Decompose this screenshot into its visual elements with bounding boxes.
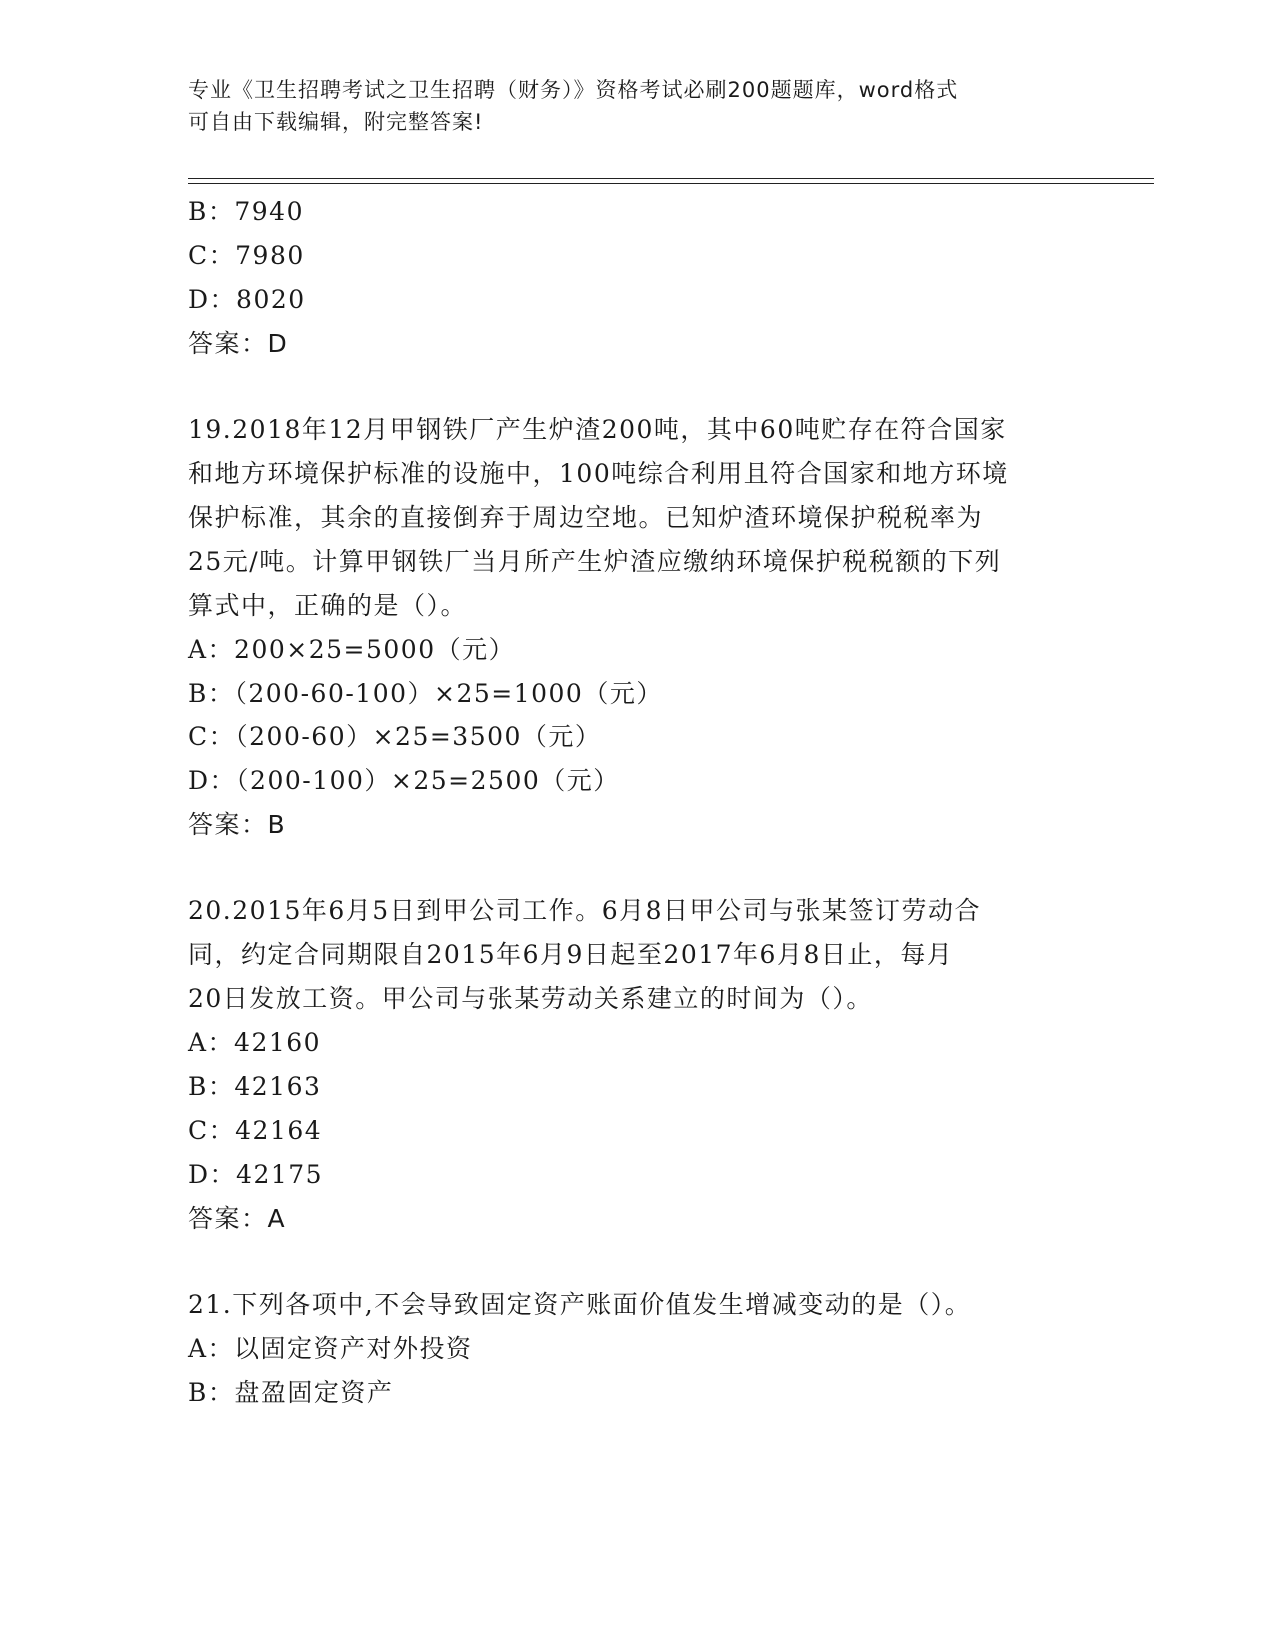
- prev-option-d: D：8020: [188, 285, 306, 314]
- q19-stem-line-5: 算式中，正确的是（）。: [188, 591, 468, 620]
- q20-option-b: B：42163: [188, 1072, 322, 1101]
- q19-stem-line-1: 19.2018年12月甲钢铁厂产生炉渣200吨，其中60吨贮存在符合国家: [188, 415, 1007, 444]
- q20-option-d: D：42175: [188, 1160, 324, 1189]
- q20-stem-line-2: 同，约定合同期限自2015年6月9日起至2017年6月8日止，每月: [188, 940, 954, 969]
- q19-option-a: A：200×25=5000（元）: [188, 635, 516, 664]
- document-header: [188, 74, 1088, 138]
- header-line-1: 专业《卫生招聘考试之卫生招聘（财务）》资格考试必刷200题题库，word格式: [188, 78, 959, 102]
- q19-stem-line-2: 和地方环境保护标准的设施中，100吨综合利用且符合国家和地方环境: [188, 459, 1009, 488]
- q19-answer: 答案：B: [188, 810, 287, 839]
- q20-answer: 答案：A: [188, 1204, 287, 1233]
- q19-option-c: C：（200-60）×25=3500（元）: [188, 722, 602, 751]
- header-rule-bottom: [188, 183, 1154, 184]
- prev-answer: 答案：D: [188, 329, 289, 358]
- q20-stem-line-3: 20日发放工资。甲公司与张某劳动关系建立的时间为（）。: [188, 984, 873, 1013]
- q21-option-a: A：以固定资产对外投资: [188, 1334, 473, 1363]
- q21-stem: 21.下列各项中,不会导致固定资产账面价值发生增减变动的是（）。: [188, 1290, 972, 1319]
- header-line-2: 可自由下载编辑，附完整答案!: [188, 110, 484, 134]
- q19-stem-line-4: 25元/吨。计算甲钢铁厂当月所产生炉渣应缴纳环境保护税税额的下列: [188, 547, 1002, 576]
- prev-option-c: C：7980: [188, 241, 305, 270]
- q19-option-d: D：（200-100）×25=2500（元）: [188, 766, 620, 795]
- header-rule-top: [188, 178, 1154, 179]
- q19-option-b: B：（200-60-100）×25=1000（元）: [188, 679, 663, 708]
- q20-option-c: C：42164: [188, 1116, 323, 1145]
- q20-option-a: A：42160: [188, 1028, 322, 1057]
- prev-option-b: B：7940: [188, 197, 304, 226]
- q20-stem-line-1: 20.2015年6月5日到甲公司工作。6月8日甲公司与张某签订劳动合: [188, 896, 982, 925]
- q19-stem-line-3: 保护标准，其余的直接倒弃于周边空地。已知炉渣环境保护税税率为: [188, 503, 984, 532]
- q21-option-b: B：盘盈固定资产: [188, 1378, 394, 1407]
